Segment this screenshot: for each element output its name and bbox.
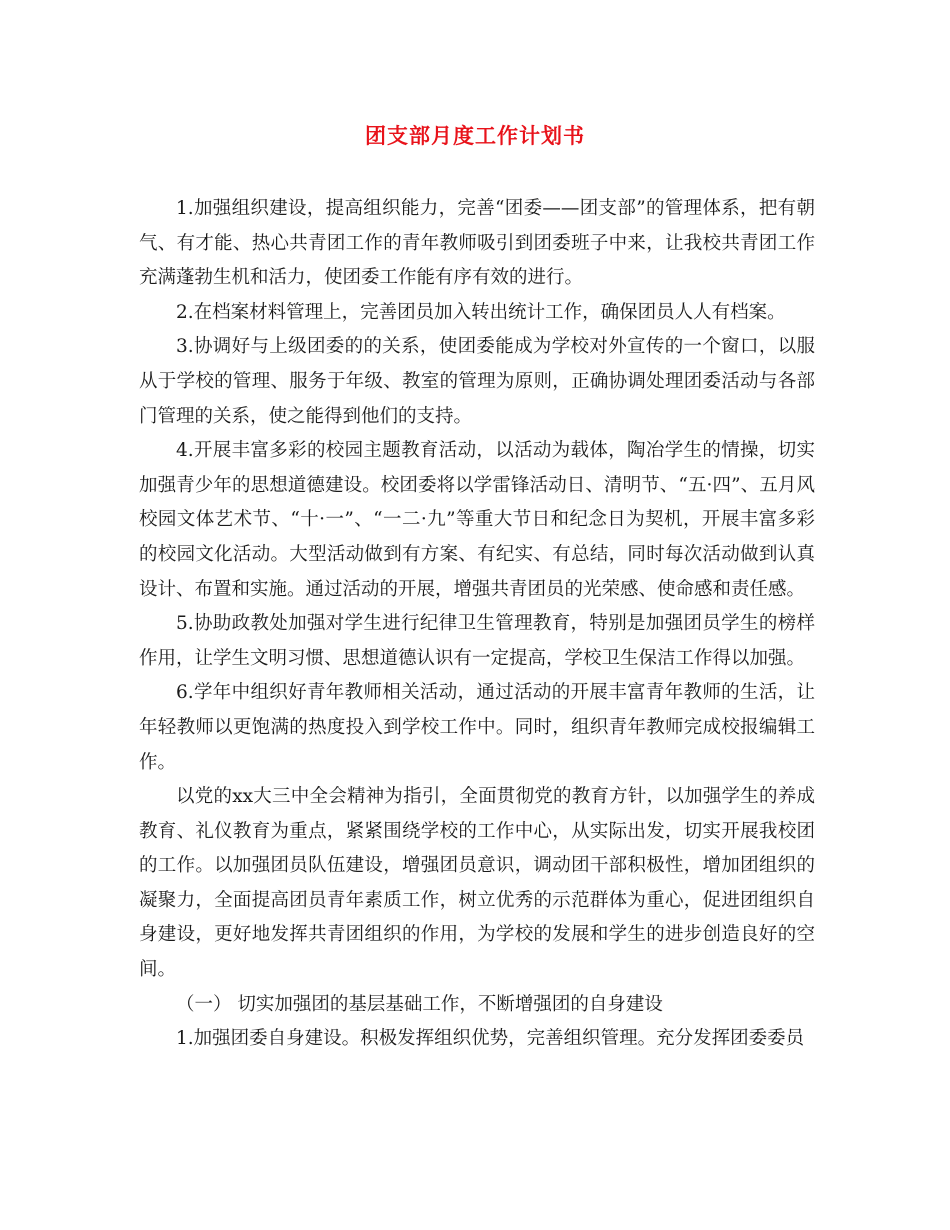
paragraph-7: 以党的xx大三中全会精神为指引，全面贯彻党的教育方针，以加强学生的养成教育、礼仪教育为重点，紧紧围绕学校的工作中心，从实际出发，切实开展我校团的工作。以加强团员队伍建设，增强团员意识，调动团干部积极性，增加团组织的凝聚力，全面提高团员青年素质工作，树立优秀的示范群体为重心，促进团组织自身建设，更好地发挥共青团组织的作用，为学校的发展和学生的进步创造良好的空间。 [139,786,815,981]
document-body [139,192,815,1057]
paragraph-5: 5.协助政教处加强对学生进行纪律卫生管理教育，特别是加强团员学生的榜样作用，让学生文明习惯、思想道德认识有一定提高，学校卫生保洁工作得以加强。 [139,613,815,669]
paragraph-6: 6.学年中组织好青年教师相关活动，通过活动的开展丰富青年教师的生活，让年轻教师以更饱满的热度投入到学校工作中。同时，组织青年教师完成校报编辑工作。 [139,682,815,773]
paragraph-4: 4.开展丰富多彩的校园主题教育活动，以活动为载体，陶冶学生的情操，切实加强青少年的思想道德建设。校团委将以学雷锋活动日、清明节、“五·四”、五月风校园文体艺术节、“十·一”、“一二·九”等重大节日和纪念日为契机，开展丰富多彩的校园文化活动。大型活动做到有方案、有纪实、有总结，同时每次活动做到认真设计、布置和实施。通过活动的开展，增强共青团员的光荣感、使命感和责任感。 [139,440,815,600]
paragraph-1: 1.加强组织建设，提高组织能力，完善“团委——团支部”的管理体系，把有朝气、有才能、热心共青团工作的青年教师吸引到团委班子中来，让我校共青团工作充满蓬勃生机和活力，使团委工作能有序有效的进行。 [139,198,815,289]
paragraph-3: 3.协调好与上级团委的的关系，使团委能成为学校对外宣传的一个窗口，以服从于学校的管理、服务于年级、教室的管理为原则，正确协调处理团委活动与各部门管理的关系，使之能得到他们的支持。 [139,336,815,427]
paragraph-8: 1.加强团委自身建设。积极发挥组织优势，完善组织管理。充分发挥团委委员 [176,1028,805,1050]
section-heading-1: （一） 切实加强团的基层基础工作，不断增强团的自身建设 [176,993,663,1015]
paragraph-2: 2.在档案材料管理上，完善团员加入转出统计工作，确保团员人人有档案。 [176,301,786,323]
document-title: 团支部月度工作计划书 [365,123,585,148]
